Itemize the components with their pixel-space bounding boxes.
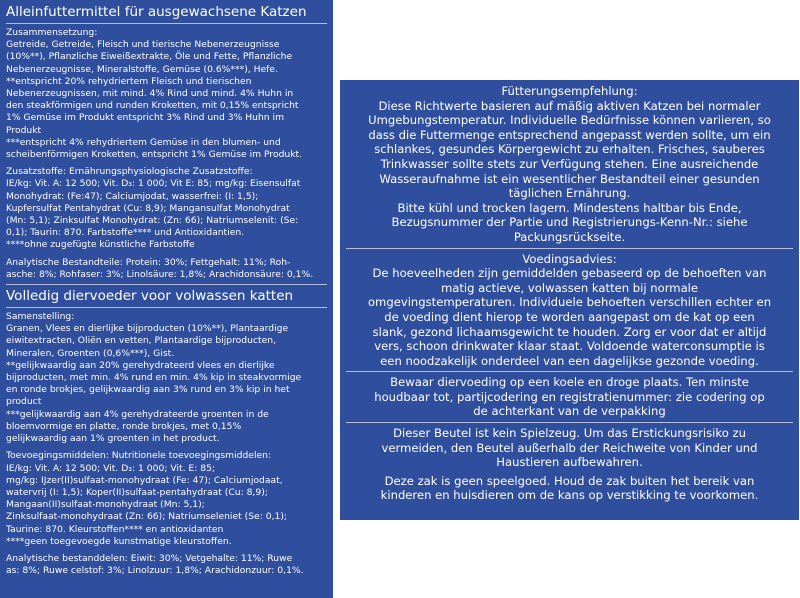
de-bag-warning: Dieser Beutel ist kein Spielzeug. Um das Erstickungsrisiko zu vermeiden, den Beutel außerhalb der Reichweite von Kinder und Haustieren aufbewahren. [381,426,758,470]
de-product-title: Alleinfuttermittel für ausgewachsene Katzen [6,4,307,20]
divider [6,307,327,308]
nl-additives: Toevoegingsmiddelen: Nutritionele toevoegingsmiddelen: IE/kg: Vit. A: 12 500; Vit. D₃: 1 000; Vit. E: 85; mg/kg: IJzer(II)sulfaat-monohydraat (Fe: 47); Calciumjodaat, watervrij (I: 1,5); Koper(II)sulfaat-pentahydraat (Cu: 8,9); Mangaan(II)sulfaat-monohydraat (Mn: 5,1); Zinksulfaat-monohydraat (Zn: 66); Natriumseleniet (Se: 0,1); Taurine: 870. Kleurstoffen**** en antioxidanten ****geen toegevoegde kunstmatige kleurstoffen. [6,450,288,547]
de-composition: Zusammensetzung: Getreide, Getreide, Fleisch und tierische Nebenerzeugnisse (10%**), Pflanzliche Eiweißextrakte, Öle und Fette, Pflanzliche Nebenerzeugnisse, Mineralstoffe, Gemüse (0.6%***), Hefe. **entspricht 20% rehydriertem Fleisch und tierischen Nebenerzeugnissen, mit mind. 4% Rind und mind. 4% Huhn in den steakförmigen und runden Kroketten, mit 0,15% entspricht 1% Gemüse im Produkt entspricht 3% Rind und 3% Huhn im Produkt ***entspricht 4% rehydriertem Gemüse in den blumen- und scheibenförmigen Kroketten, entspricht 1% Gemüse im Produkt. [6,27,303,161]
nl-analytical-constituents: Analytische bestanddelen: Eiwit: 30%; Vetgehalte: 11%; Ruwe as: 8%; Ruwe celstof: 3%; Linolzuur: 1,8%; Arachidonzuur: 0,1%. [6,552,304,577]
de-storage-instructions: Bitte kühl und trocken lagern. Mindestens haltbar bis Ende, Bezugsnummer der Partie und Registrierungs-Kenn-Nr.: siehe Packungsrückseite. [391,200,748,244]
divider [346,371,793,372]
divider [6,284,327,285]
nl-composition: Samenstelling: Granen, Vlees en dierlijke bijproducten (10%**), Plantaardige eiwitextracten, Oliën en vetten, Plantaardige bijproducten, Mineralen, Groenten (0,6%***), Gist. **gelijkwaardig aan 20% gerehydrateerd vlees en dierlijke bijproducten, met min. 4% rund en min. 4% kip in steakvormige en ronde brokjes, gelijkwaardig aan 3% rund en 3% kip in het product ***gelijkwaardig aan 4% gerehydrateerde groenten in de bloemvormige en platte, ronde brokjes, met 0,15% gelijkwaardig aan 1% groenten in het product. [6,311,302,445]
label-panel-composition [0,0,333,598]
divider [346,422,793,423]
divider [346,248,793,249]
label-panel-feeding [340,80,799,520]
nl-product-title: Volledig diervoeder voor volwassen katten [6,288,294,305]
de-analytical-constituents: Analytische Bestandteile: Protein: 30%; Fettgehalt: 11%; Roh- asche: 8%; Rohfaser: 3%; Linolsäure: 1,8%; Arachidonsäure: 0,1%. [6,256,314,280]
de-feeding-recommendation: Fütterungsempfehlung: Diese Richtwerte basieren auf mäßig aktiven Katzen bei normaler Umgebungstemperatur. Individuelle Bedürfnisse können variieren, so dass die Futtermenge entsprechend angepasst werden sollte, um ein schlankes, gesundes Körpergewicht zu erhalten. Frisches, sauberes Trinkwasser sollte stets zur Verfügung stehen. Eine ausreichende Wasseraufnahme ist ein wesentlicher Bestandteil einer gesunden täglichen Ernährung. [368,84,771,201]
nl-feeding-advice: Voedingsadvies: De hoeveelheden zijn gemiddelden gebaseerd op de behoeften van matig actieve, volwassen katten bij normale omgevingstemperaturen. Individuele behoeften verschillen echter en de voeding dient hierop te worden aangepast om de kat op een slank, gezond lichaamsgewicht te houden. Zorg er voor dat er altijd vers, schoon drinkwater klaar staat. Voldoende waterconsumptie is een noodzakelijk onderdeel van een dagelijkse gezonde voeding. [367,251,772,368]
nl-storage-instructions: Bewaar diervoeding op een koele en droge plaats. Ten minste houdbaar tot, partijcodering en registratienummer: zie codering op de achterkant van de verpakking [374,375,765,419]
de-additives: Zusatzstoffe: Ernährungsphysiologische Zusatzstoffe: IE/kg: Vit. A: 12 500; Vit. D₃: 1 000; Vit E: 85; mg/kg: Eisensulfat Monohydrat: (Fe:47); Calciumjodat, wasserfrei: (I: 1,5); Kupfersulfat Pentahydrat (Cu: 8,9); Mangansulfat Monohydrat (Mn: 5,1); Zinksulfat Monohydrat: (Zn: 66); Natriumselenit: (Se: 0,1); Taurin: 870. Farbstoffe**** und Antioxidantien. ****ohne zugefügte künstliche Farbstoffe [6,166,301,251]
divider [6,23,327,24]
nl-bag-warning: Deze zak is geen speelgoed. Houd de zak buiten het bereik van kinderen en huisdieren om de kans op verstikking te voorkomen. [380,473,759,503]
